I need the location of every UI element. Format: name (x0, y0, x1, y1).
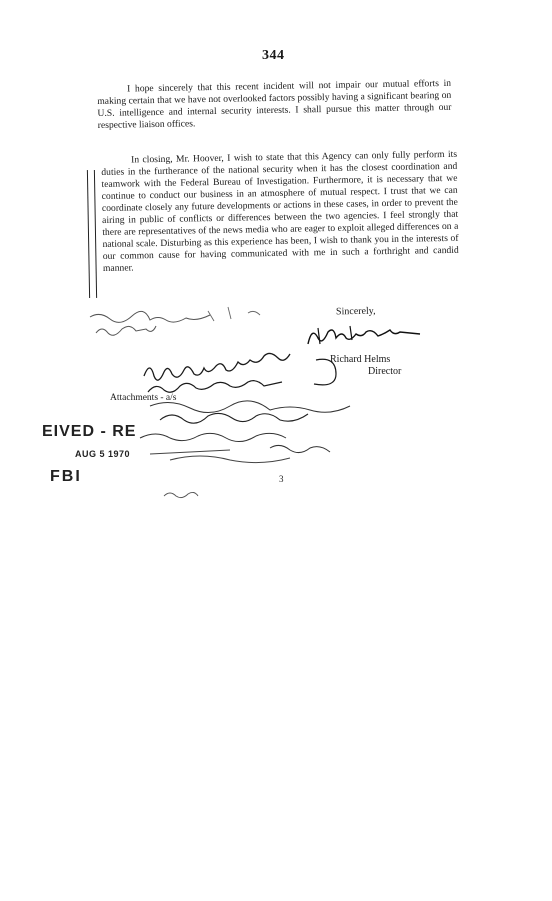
margin-scribble (88, 303, 288, 343)
closing-sincerely: Sincerely, (335, 305, 376, 318)
paragraph-liaison: I hope sincerely that this recent incident will not impair our mutual efforts in making certain that we have not overlooked factors possibly having a significant bearing on U.S. intelligence and internal security interests. I shall pursue this matter through our respective liaison offices. (97, 77, 452, 131)
footnote-page-number: 3 (279, 474, 284, 484)
handwritten-note (140, 356, 360, 396)
received-date-stamp: AUG 5 1970 (75, 449, 131, 459)
page-number: 344 (262, 48, 285, 63)
signer-title: Director (368, 366, 402, 377)
paragraph-closing: In closing, Mr. Hoover, I wish to state that this Agency can only fully perform its duties in the furtherance of the national security when it has the closest coordination and teamwork with the Federal Bureau of Investigation. Furthermore, it is necessary that we continue to conduct our business in an atmosphere of mutual respect. I trust that we can coordinate closely any future developments or actions in these cases, in order to prevent the airing in public of conflicts or differences between the two agencies. I feel strongly that there are representatives of the news media who are eager to exploit alleged differences on a national scale. Disturbing as this experience has been, I wish to thank you in the interests of our common cause for having communicated with me in such a forthright and candid manner. (101, 148, 459, 274)
received-stamp: EIVED - RE (42, 423, 137, 440)
routing-scrawl (120, 398, 360, 508)
signature (302, 322, 452, 352)
signer-name: Richard Helms (330, 354, 391, 365)
attachments-line: Attachments - a/s (110, 393, 177, 403)
margin-sidebar-mark (87, 170, 97, 298)
agency-stamp: FBI (50, 468, 82, 485)
